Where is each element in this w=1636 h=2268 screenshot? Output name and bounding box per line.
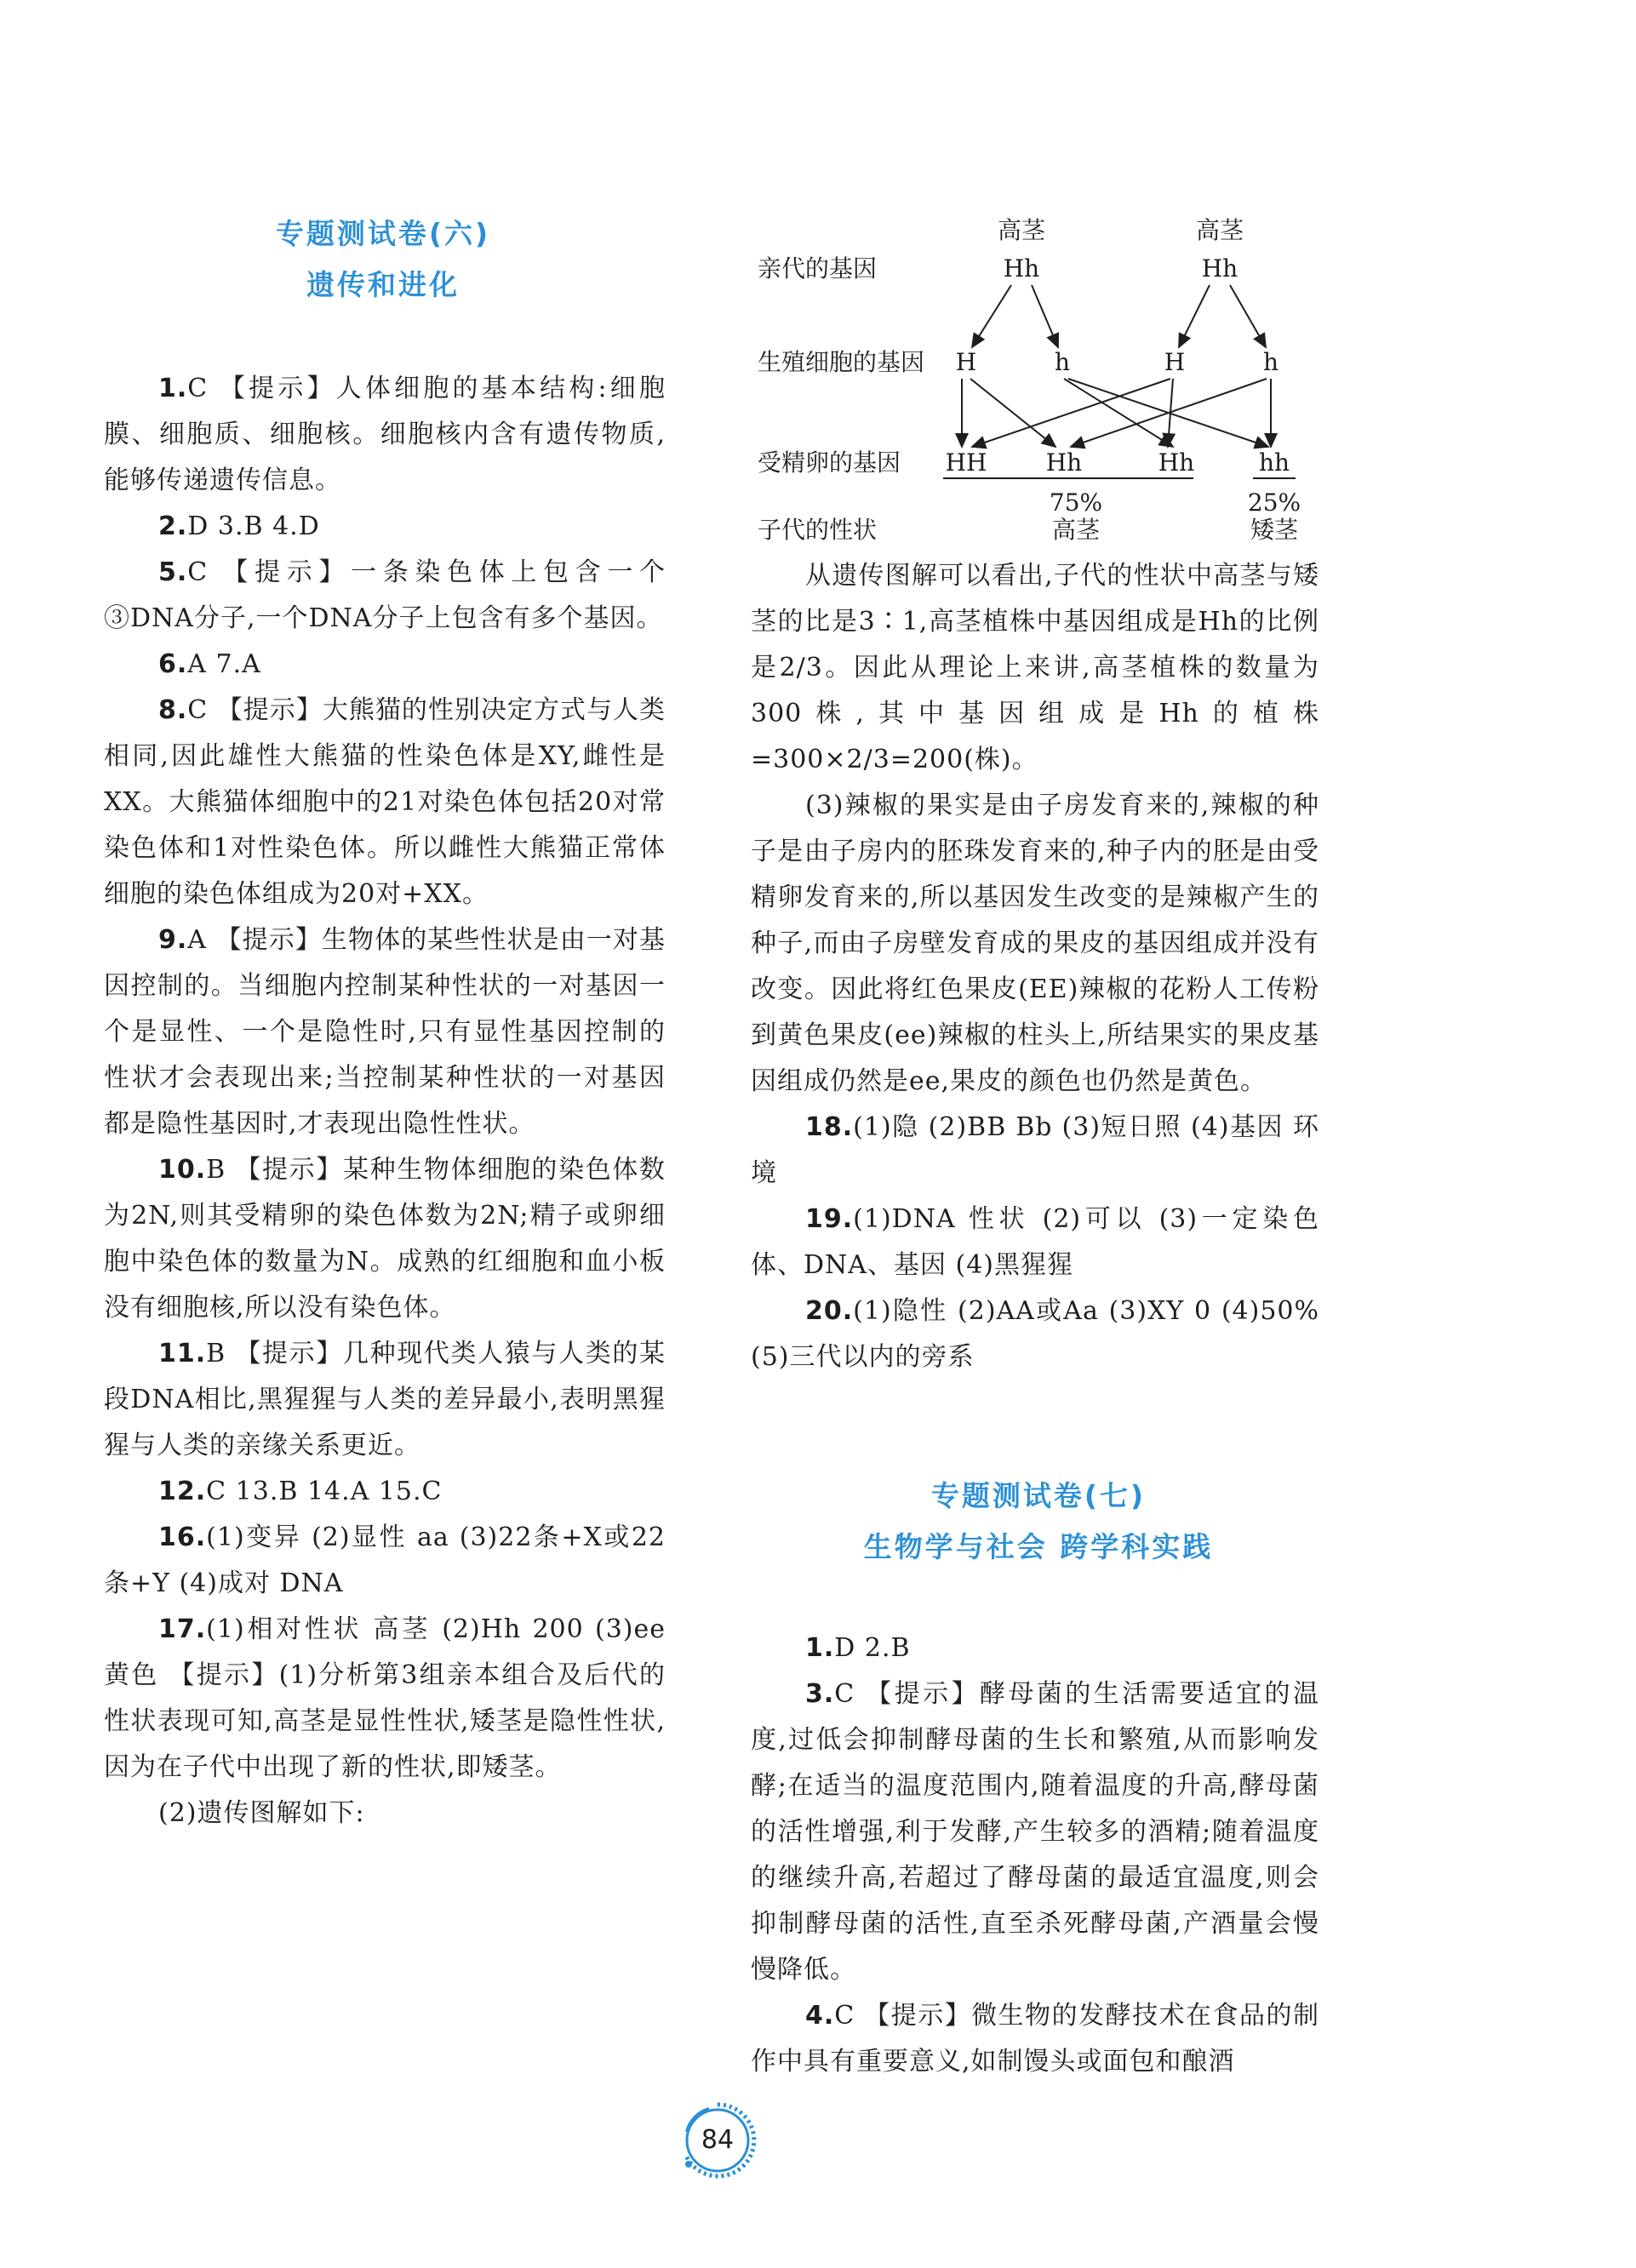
zygote-gene-label: 受精卵的基因: [758, 448, 901, 477]
zygote: Hh: [1045, 448, 1083, 477]
meiosis-arrows: [972, 285, 1266, 347]
gamete-gene-label: 生殖细胞的基因: [758, 348, 925, 376]
section7-subtitle: 生物学与社会 跨学科实践: [863, 1530, 1214, 1563]
answer-item: 20.(1)隐性 (2)AA或Aa (3)XY 0 (4)50% (5)三代以内的旁系: [751, 1296, 1319, 1372]
answer-item: 18.(1)隐 (2)BB Bb (3)短日照 (4)基因 环境: [751, 1112, 1319, 1188]
answer-item: 4.C 【提示】微生物的发酵技术在食品的制作中具有重要意义,如制馒头或面包和酿酒: [751, 2001, 1319, 2077]
answer-item: 2.D 3.B 4.D: [158, 511, 320, 541]
answer-item: 11.B 【提示】几种现代类人猿与人类的某段DNA相比,黑猩猩与人类的差异最小,表明黑猩猩与人类的亲缘关系更近。: [104, 1339, 666, 1460]
answer-item: 10.B 【提示】某种生物体细胞的染色体数为2N,则其受精卵的染色体数为2N;精子或卵细胞中染色体的数量为N。成熟的红细胞和血小板没有细胞核,所以没有染色体。: [104, 1155, 666, 1323]
answer-item: 8.C 【提示】大熊猫的性别决定方式与人类相同,因此雄性大熊猫的性染色体是XY,雌性是XX。大熊猫体细胞中的21对染色体包括20对常染色体和1对性染色体。所以雌性大熊猫正常体细胞的染色体组成为20对+XX。: [104, 695, 666, 909]
answer-item: 19.(1)DNA 性状 (2)可以 (3)一定染色体、DNA、基因 (4)黑猩猩: [751, 1204, 1319, 1280]
section7-title: 专题测试卷(七): [930, 1479, 1147, 1512]
right-column: [751, 553, 1319, 1380]
parent-trait: 高茎: [1195, 216, 1244, 244]
section6-heading: [136, 209, 630, 311]
page-number: 84: [701, 2125, 735, 2155]
answer-item: 16.(1)变异 (2)显性 aa (3)22条+X或22条+Y (4)成对 DNA: [104, 1522, 666, 1598]
parent-trait: 高茎: [997, 216, 1046, 244]
ratio-short: 25%: [1247, 488, 1301, 517]
ratio-tall: 75%: [1049, 488, 1103, 517]
zygote: HH: [945, 448, 987, 477]
zygote: Hh: [1158, 448, 1195, 477]
gamete: h: [1262, 348, 1279, 376]
answer-item: 12.C 13.B 14.A 15.C: [158, 1477, 443, 1506]
section6-title: 专题测试卷(六): [275, 217, 491, 250]
genetic-diagram: [741, 204, 1336, 562]
answer-item: 3.C 【提示】酵母菌的生活需要适宜的温度,过低会抑制酵母菌的生长和繁殖,从而影响发酵;在适当的温度范围内,随着温度的升高,酵母菌的活性增强,利于发酵,产生较多的酒精;随着温度的继续升高,若超过了酵母菌的最适宜温度,则会抑制酵母菌的活性,直至杀死酵母菌,产酒量会慢慢降低。: [751, 1679, 1319, 1985]
trait-short: 矮茎: [1250, 516, 1299, 544]
trait-tall: 高茎: [1051, 516, 1101, 544]
answer-item: 1.C 【提示】人体细胞的基本结构:细胞膜、细胞质、细胞核。细胞核内含有遗传物质,能够传递遗传信息。: [104, 374, 666, 495]
answer-item: 5.C 【提示】一条染色体上包含一个③DNA分子,一个DNA分子上包含有多个基因。: [104, 557, 666, 633]
fertilization-arrows: [962, 379, 1271, 447]
answer-item: 1.D 2.B: [805, 1633, 911, 1663]
gamete: h: [1054, 348, 1071, 376]
answer-item: 9.A 【提示】生物体的某些性状是由一对基因控制的。当细胞内控制某种性状的一对基因一个是显性、一个是隐性时,只有显性基因控制的性状才会表现出来;当控制某种性状的一对基因都是隐性基因时,才表现出隐性性状。: [104, 925, 666, 1139]
right-column-section7: [751, 1625, 1319, 2085]
explanation-para: (3)辣椒的果实是由子房发育来的,辣椒的种子是由子房内的胚珠发育来的,种子内的胚是由受精卵发育来的,所以基因发生改变的是辣椒产生的种子,而由子房壁发育成的果皮的基因组成并没有改变。因此将红色果皮(EE)辣椒的花粉人工传粉到黄色果皮(ee)辣椒的柱头上,所结果实的果皮基因组成仍然是ee,果皮的颜色也仍然是黄色。: [751, 791, 1319, 1096]
explanation-para: 从遗传图解可以看出,子代的性状中高茎与矮茎的比是3∶1,高茎植株中基因组成是Hh的比例是2/3。因此从理论上来讲,高茎植株的数量为300株,其中基因组成是Hh的植株=300×2/3=200(株)。: [751, 561, 1319, 774]
gamete: H: [1164, 348, 1186, 376]
section6-subtitle: 遗传和进化: [306, 268, 460, 301]
zygote: hh: [1258, 448, 1290, 477]
answer-item: (2)遗传图解如下:: [158, 1798, 365, 1828]
parent-gene-label: 亲代的基因: [758, 254, 878, 283]
answer-item: 6.A 7.A: [158, 649, 261, 679]
parent-gene: Hh: [1201, 254, 1238, 283]
page-number-badge: [675, 2098, 760, 2183]
section7-heading: [766, 1471, 1311, 1573]
parent-gene: Hh: [1003, 254, 1040, 283]
offspring-trait-label: 子代的性状: [758, 516, 878, 544]
answer-item: 17.(1)相对性状 高茎 (2)Hh 200 (3)ee 黄色 【提示】(1)分析第3组亲本组合及后代的性状表现可知,高茎是显性性状,矮茎是隐性性状,因为在子代中出现了新的性状,即矮茎。: [104, 1614, 666, 1782]
gamete: H: [955, 348, 977, 376]
left-column: [104, 366, 666, 1837]
